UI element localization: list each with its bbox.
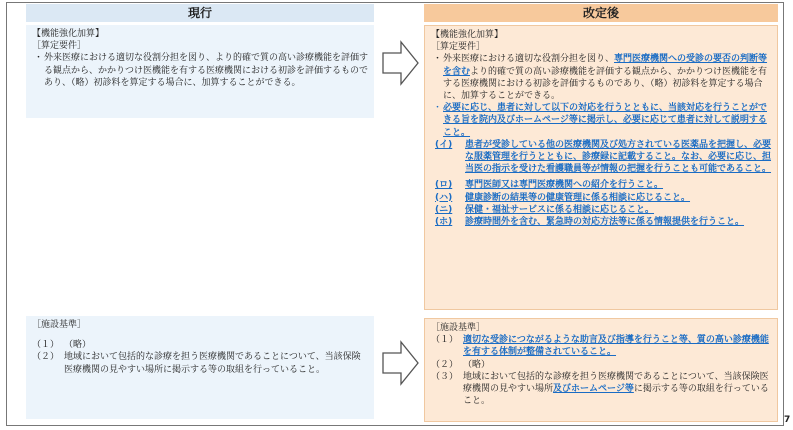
revised-header: 改定後 [424,4,778,22]
bullet-marker: ・ [34,53,44,64]
revised-facility-item-1: （１） 適切な受診につながるような助言及び指導を行うこと等、質の高い診療機能を有する体制が整備されていること。 [431,335,769,358]
current-facility-item-2: （２） 地域において包括的な診療を担う医療機関であることについて、当該保険医療機関の見やすい場所に掲示する等の取組を行っていること。 [32,352,361,375]
revised-facility-item-3: （３） 地域において包括的な診療を担う医療機関であることについて、当該保険医療機関の見やすい場所及びホームページ等に掲示する等の取組を行っていること。 [431,371,769,407]
current-facility-label: ［施設基準］ [32,320,87,330]
revised-added-requirement: 必要に応じ、患者に対して以下の対応を行うとともに、当該対応を行うことができる旨を院内及びホームページ等に掲示し、必要に応じて患者に対して説明すること。 [443,103,768,138]
revised-item-ha: (ハ) 健康診断の結果等の健康管理に係る相談に応じること。 [435,192,691,203]
right-arrow-icon [382,40,420,86]
revised-item-ni: (ニ) 保健・福祉サービスに係る相談に応じること。 [435,204,655,215]
revised-requirement-bullet-2: ・ 必要に応じ、患者に対して以下の対応を行うとともに、当該対応を行うことができる旨を院内及びホームページ等に掲示し、必要に応じて患者に対して説明すること。 [433,103,768,138]
revised-added-text: 専門医療機関への受診の要否の判断等を含む [443,54,768,77]
page-number: 7 [784,415,791,425]
revised-item-ro: (ロ) 専門医師又は専門医療機関への紹介を行うこと。 [435,180,664,191]
current-requirement-text: 外来医療における適切な役割分担を図り、より的確で質の高い診療機能を評価する観点から、かかりつけ医機能を有する医療機関における初診を評価するものであり、（略）初診料を算定する場合に、加算することができる。 [44,53,369,88]
revised-facility-standards-box [424,318,778,422]
right-arrow-icon [382,340,420,386]
current-requirements-box [26,25,374,118]
revised-box-title: 【機能強化加算】 [431,30,504,40]
current-box-title: 【機能強化加算】 [32,29,105,39]
current-header: 現行 [26,4,374,22]
current-facility-item-1: （１） （略） [32,340,92,351]
revised-item-i: (イ) 患者が受診している他の医療機関及び処方されている医薬品を把握し、必要な服薬管理を行うとともに、診療録に記載すること。なお、必要に応じ、担当医の指示を受けた看護職員等が情報の把握を行うことも可能であること。 [435,139,772,175]
current-facility-standards-box [26,316,374,419]
revised-facility-item-2: （２） （略） [431,359,491,370]
revised-section-label: ［算定要件］ [431,42,486,53]
revised-requirement-bullet-1: ・ 外来医療における適切な役割分担を図り、専門医療機関への受診の要否の判断等を含むより的確で質の高い診療機能を評価する観点から、かかりつけ医機能を有する医療機関における初診を評価するものであり、（略）初診料を算定する場合に、加算することができる。 [433,54,768,102]
revised-facility-label: ［施設基準］ [431,323,486,333]
current-requirement-bullet [32,52,368,89]
revised-requirements-box [424,25,778,310]
current-section-label: ［算定要件］ [32,41,87,52]
revised-item-ho: (ホ) 診療時間外を含む、緊急時の対応方法等に係る情報提供を行うこと。 [435,217,745,228]
